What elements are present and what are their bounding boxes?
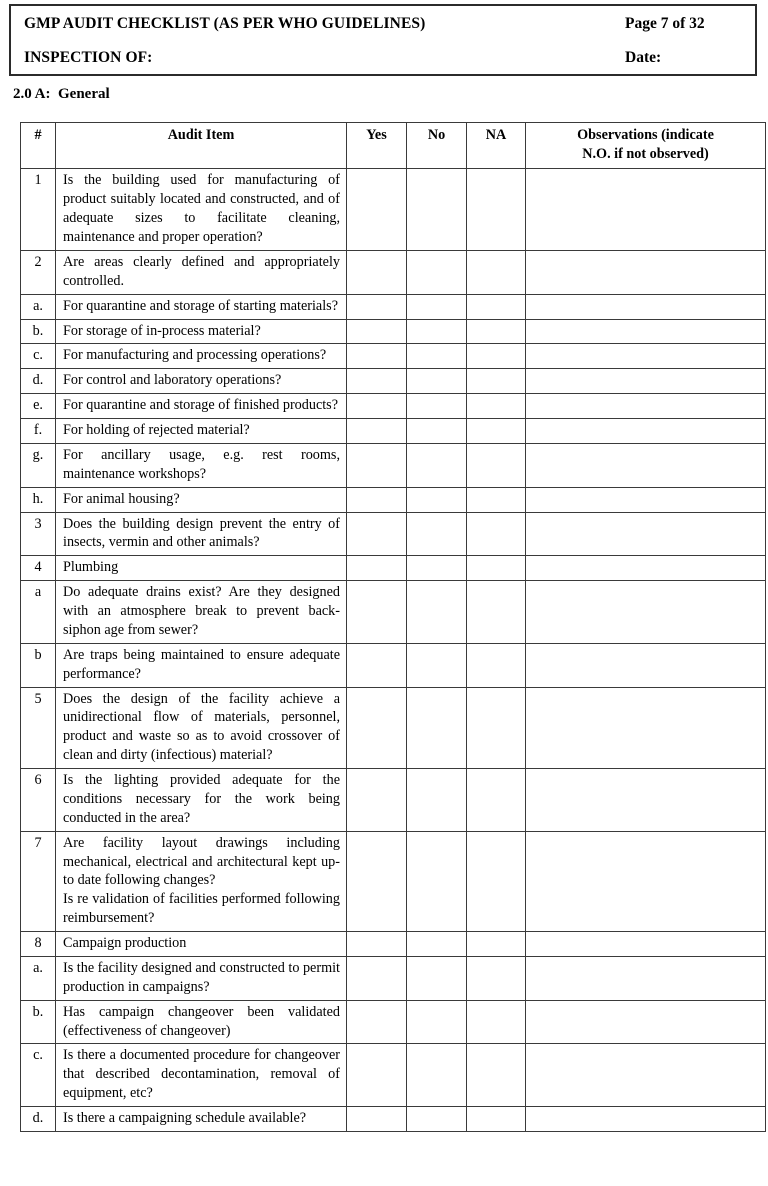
table-row [21, 581, 766, 644]
na-answer-cell[interactable] [467, 643, 526, 687]
table-header [21, 123, 766, 169]
observations-line-1: Observations (indicate [577, 127, 714, 143]
row-number-cell: h. [21, 487, 56, 512]
audit-item-cell [56, 512, 347, 556]
table-row [21, 1000, 766, 1044]
yes-answer-cell[interactable] [347, 169, 407, 251]
document-title: GMP AUDIT CHECKLIST (AS PER WHO GUIDELINES) [24, 15, 426, 32]
row-number-cell: d. [21, 1107, 56, 1132]
yes-answer-cell[interactable] [347, 1044, 407, 1107]
table-row [21, 369, 766, 394]
no-answer-cell[interactable] [407, 932, 467, 957]
yes-answer-cell[interactable] [347, 1000, 407, 1044]
yes-answer-cell[interactable] [347, 687, 407, 769]
table-row [21, 556, 766, 581]
na-answer-cell[interactable] [467, 294, 526, 319]
yes-answer-cell[interactable] [347, 769, 407, 832]
column-header-audit-item: Audit Item [56, 123, 347, 169]
yes-answer-cell[interactable] [347, 643, 407, 687]
row-number-cell: c. [21, 1044, 56, 1107]
observations-cell[interactable] [526, 250, 766, 294]
audit-item-cell [56, 1000, 347, 1044]
observations-cell[interactable] [526, 294, 766, 319]
observations-cell[interactable] [526, 319, 766, 344]
observations-cell[interactable] [526, 831, 766, 931]
audit-item-cell [56, 487, 347, 512]
row-number-cell: b. [21, 1000, 56, 1044]
row-number-cell: f. [21, 419, 56, 444]
table-row [21, 956, 766, 1000]
audit-item-text: For storage of in-process material? [63, 322, 261, 339]
yes-answer-cell[interactable] [347, 1107, 407, 1132]
row-number-cell: d. [21, 369, 56, 394]
audit-item-cell [56, 419, 347, 444]
audit-item-text: Plumbing [63, 559, 119, 576]
observations-cell[interactable] [526, 556, 766, 581]
observations-cell[interactable] [526, 394, 766, 419]
row-number-cell: b. [21, 319, 56, 344]
table-row [21, 831, 766, 931]
audit-item-cell [56, 169, 347, 251]
no-answer-cell[interactable] [407, 831, 467, 931]
observations-cell[interactable] [526, 932, 766, 957]
no-answer-cell[interactable] [407, 1000, 467, 1044]
audit-item-cell [56, 344, 347, 369]
na-answer-cell[interactable] [467, 419, 526, 444]
column-header-observations [526, 123, 766, 169]
yes-answer-cell[interactable] [347, 250, 407, 294]
document-header-box [9, 4, 757, 76]
audit-item-text: Is there a campaigning schedule available? [63, 1110, 307, 1127]
audit-item-text-secondary: Is re validation of facilities performed following reimbursement? [63, 891, 340, 927]
row-number-cell: e. [21, 394, 56, 419]
no-answer-cell[interactable] [407, 487, 467, 512]
na-answer-cell[interactable] [467, 369, 526, 394]
audit-item-cell [56, 250, 347, 294]
no-answer-cell[interactable] [407, 369, 467, 394]
na-answer-cell[interactable] [467, 687, 526, 769]
observations-cell[interactable] [526, 512, 766, 556]
na-answer-cell[interactable] [467, 319, 526, 344]
table-row [21, 344, 766, 369]
row-number-cell: a [21, 581, 56, 644]
na-answer-cell[interactable] [467, 487, 526, 512]
yes-answer-cell[interactable] [347, 369, 407, 394]
table-row [21, 443, 766, 487]
table-header-row [21, 123, 766, 169]
no-answer-cell[interactable] [407, 581, 467, 644]
na-answer-cell[interactable] [467, 1107, 526, 1132]
table-row [21, 1044, 766, 1107]
observations-cell[interactable] [526, 1000, 766, 1044]
na-answer-cell[interactable] [467, 581, 526, 644]
row-number-cell: b [21, 643, 56, 687]
inspection-of-label: INSPECTION OF: [24, 49, 153, 66]
audit-item-text: Is the building used for manufacturing of product suitably located and constructed, and of adequate sizes to facilitate cleaning, maintenance and proper operation? [63, 172, 340, 246]
observations-cell[interactable] [526, 169, 766, 251]
yes-answer-cell[interactable] [347, 344, 407, 369]
page-number: Page 7 of 32 [625, 15, 705, 32]
observations-cell[interactable] [526, 581, 766, 644]
na-answer-cell[interactable] [467, 1044, 526, 1107]
observations-cell[interactable] [526, 344, 766, 369]
no-answer-cell[interactable] [407, 319, 467, 344]
na-answer-cell[interactable] [467, 512, 526, 556]
observations-cell[interactable] [526, 1107, 766, 1132]
audit-item-text: Are areas clearly defined and appropriately controlled. [63, 253, 340, 289]
table-row [21, 419, 766, 444]
yes-answer-cell[interactable] [347, 512, 407, 556]
audit-item-text: For holding of rejected material? [63, 422, 250, 439]
no-answer-cell[interactable] [407, 250, 467, 294]
row-number-cell: a. [21, 294, 56, 319]
na-answer-cell[interactable] [467, 250, 526, 294]
no-answer-cell[interactable] [407, 419, 467, 444]
audit-item-cell [56, 394, 347, 419]
row-number-cell: 4 [21, 556, 56, 581]
audit-item-cell [56, 769, 347, 832]
table-row [21, 769, 766, 832]
audit-item-text: Do adequate drains exist? Are they designed with an atmosphere break to prevent back-siphon age from sewer? [63, 584, 340, 638]
table-row [21, 512, 766, 556]
na-answer-cell[interactable] [467, 344, 526, 369]
observations-cell[interactable] [526, 1044, 766, 1107]
table-row [21, 932, 766, 957]
row-number-cell: 5 [21, 687, 56, 769]
audit-item-text: Are traps being maintained to ensure adequate performance? [63, 646, 340, 682]
na-answer-cell[interactable] [467, 1000, 526, 1044]
observations-cell[interactable] [526, 687, 766, 769]
row-number-cell: 3 [21, 512, 56, 556]
na-answer-cell[interactable] [467, 932, 526, 957]
table-row [21, 643, 766, 687]
audit-item-cell [56, 1107, 347, 1132]
no-answer-cell[interactable] [407, 1044, 467, 1107]
audit-item-text: For ancillary usage, e.g. rest rooms, maintenance workshops? [63, 446, 340, 482]
audit-item-text: Has campaign changeover been validated (effectiveness of changeover) [63, 1003, 340, 1039]
yes-answer-cell[interactable] [347, 556, 407, 581]
observations-cell[interactable] [526, 419, 766, 444]
header-row-title [11, 12, 755, 36]
audit-item-text: Does the building design prevent the entry of insects, vermin and other animals? [63, 515, 340, 551]
audit-item-text: For quarantine and storage of finished products? [63, 397, 339, 414]
audit-item-cell [56, 956, 347, 1000]
yes-answer-cell[interactable] [347, 294, 407, 319]
observations-cell[interactable] [526, 443, 766, 487]
na-answer-cell[interactable] [467, 769, 526, 832]
row-number-cell: g. [21, 443, 56, 487]
observations-line-2: N.O. if not observed) [582, 145, 709, 162]
na-answer-cell[interactable] [467, 556, 526, 581]
no-answer-cell[interactable] [407, 394, 467, 419]
na-answer-cell[interactable] [467, 394, 526, 419]
audit-item-cell [56, 831, 347, 931]
audit-item-cell [56, 443, 347, 487]
audit-item-text: Is the facility designed and constructed to permit production in campaigns? [63, 959, 340, 995]
na-answer-cell[interactable] [467, 956, 526, 1000]
yes-answer-cell[interactable] [347, 319, 407, 344]
observations-cell[interactable] [526, 769, 766, 832]
row-number-cell: 6 [21, 769, 56, 832]
audit-item-text: For quarantine and storage of starting materials? [63, 297, 338, 314]
audit-item-text: Does the design of the facility achieve a unidirectional flow of materials, personnel, product and waste so as to avoid crossover of clean and dirty (infectious) material? [63, 690, 340, 764]
no-answer-cell[interactable] [407, 687, 467, 769]
observations-cell[interactable] [526, 487, 766, 512]
no-answer-cell[interactable] [407, 556, 467, 581]
date-label: Date: [625, 49, 662, 66]
table-row [21, 319, 766, 344]
no-answer-cell[interactable] [407, 643, 467, 687]
no-answer-cell[interactable] [407, 344, 467, 369]
row-number-cell: a. [21, 956, 56, 1000]
section-heading: 2.0 A: General [13, 86, 110, 102]
na-answer-cell[interactable] [467, 443, 526, 487]
audit-item-text: Is there a documented procedure for changeover that described decontamination, removal of equipment, etc? [63, 1047, 340, 1102]
column-header-na: NA [467, 123, 526, 169]
audit-item-text: Campaign production [63, 935, 187, 952]
header-row-inspection [11, 46, 755, 70]
row-number-cell: 8 [21, 932, 56, 957]
no-answer-cell[interactable] [407, 769, 467, 832]
no-answer-cell[interactable] [407, 169, 467, 251]
yes-answer-cell[interactable] [347, 419, 407, 444]
no-answer-cell[interactable] [407, 294, 467, 319]
table-body [21, 169, 766, 1132]
observations-cell[interactable] [526, 643, 766, 687]
audit-item-text: Are facility layout drawings including mechanical, electrical and architectural kept up-to date following changes? [63, 834, 340, 889]
row-number-cell: 2 [21, 250, 56, 294]
table-row [21, 169, 766, 251]
no-answer-cell[interactable] [407, 1107, 467, 1132]
audit-checklist-table [20, 122, 766, 1132]
na-answer-cell[interactable] [467, 831, 526, 931]
column-header-no: No [407, 123, 467, 169]
audit-item-cell [56, 294, 347, 319]
yes-answer-cell[interactable] [347, 394, 407, 419]
audit-item-cell [56, 643, 347, 687]
table-row [21, 250, 766, 294]
audit-item-cell [56, 369, 347, 394]
audit-item-cell [56, 581, 347, 644]
audit-item-text: For animal housing? [63, 490, 180, 507]
audit-item-cell [56, 319, 347, 344]
yes-answer-cell[interactable] [347, 487, 407, 512]
audit-item-cell [56, 1044, 347, 1107]
table-row [21, 1107, 766, 1132]
table-row [21, 394, 766, 419]
table-row [21, 487, 766, 512]
table-row [21, 687, 766, 769]
column-header-number: # [21, 123, 56, 169]
observations-cell[interactable] [526, 369, 766, 394]
row-number-cell: 1 [21, 169, 56, 251]
yes-answer-cell[interactable] [347, 581, 407, 644]
yes-answer-cell[interactable] [347, 956, 407, 1000]
yes-answer-cell[interactable] [347, 932, 407, 957]
row-number-cell: 7 [21, 831, 56, 931]
row-number-cell: c. [21, 344, 56, 369]
na-answer-cell[interactable] [467, 169, 526, 251]
yes-answer-cell[interactable] [347, 443, 407, 487]
yes-answer-cell[interactable] [347, 831, 407, 931]
audit-item-text: For control and laboratory operations? [63, 372, 282, 389]
no-answer-cell[interactable] [407, 512, 467, 556]
audit-item-text: For manufacturing and processing operations? [63, 347, 327, 364]
audit-item-cell [56, 556, 347, 581]
audit-item-cell [56, 687, 347, 769]
column-header-yes: Yes [347, 123, 407, 169]
audit-item-cell [56, 932, 347, 957]
no-answer-cell[interactable] [407, 956, 467, 1000]
observations-cell[interactable] [526, 956, 766, 1000]
table-row [21, 294, 766, 319]
audit-item-text: Is the lighting provided adequate for the conditions necessary for the work being conducted in the area? [63, 772, 340, 826]
no-answer-cell[interactable] [407, 443, 467, 487]
